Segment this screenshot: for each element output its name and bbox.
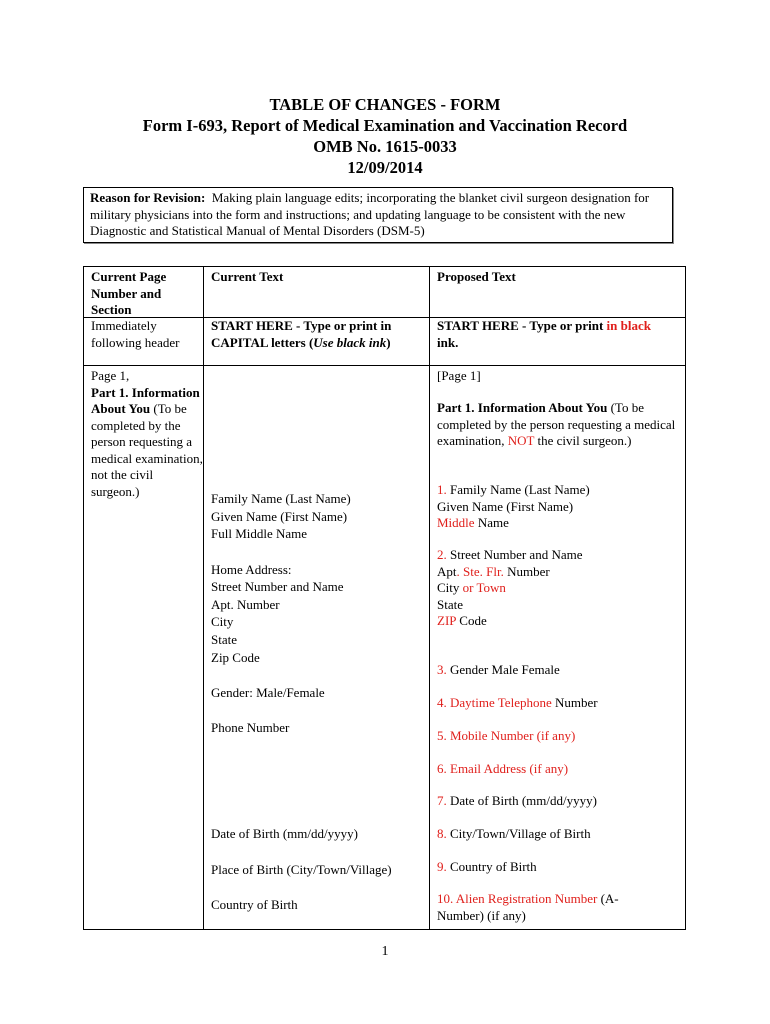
current-dob: Date of Birth (mm/dd/yyyy) [211,826,358,841]
proposed-item-2-city: City or Town [437,580,506,595]
proposed-item-2-state: State [437,597,463,612]
header-date: 12/09/2014 [347,158,423,177]
current-country-of-birth: Country of Birth [211,897,298,912]
current-city: City [211,614,234,629]
page-number: 1 [381,944,389,959]
current-apt: Apt. Number [211,597,280,612]
proposed-item-10: 10. Alien Registration Number (A-Number) (if any) [437,891,619,923]
current-place-of-birth: Place of Birth (City/Town/Village) [211,862,392,877]
row1-section: Immediately following header [91,318,180,350]
changes-table [83,266,686,930]
reason-label: Reason for Revision: [90,190,206,205]
column-header-page-section: Current Page Number and Section [91,269,167,317]
proposed-item-4: 4. Daytime Telephone Number [437,695,598,710]
row1-current-text: START HERE - Type or print in CAPITAL letters (Use black ink) [211,318,392,350]
document-header [0,94,770,178]
current-given-name: Given Name (First Name) [211,509,348,524]
current-state: State [211,632,237,647]
reason-text: Making plain language edits; incorporating the blanket civil surgeon designation for military physicians into the form and instructions; and updating language to be consistent with the new Diagnostic and Statistical Manual of Mental Disorders (DSM-5) [90,190,650,238]
current-zip: Zip Code [211,650,260,665]
proposed-item-5: 5. Mobile Number (if any) [437,728,576,743]
proposed-item-6: 6. Email Address (if any) [437,761,569,776]
current-gender: Gender: Male/Female [211,685,325,700]
header-omb-number: OMB No. 1615-0033 [313,137,457,156]
current-home-address: Home Address: [211,562,292,577]
column-header-current-text: Current Text [211,269,284,284]
proposed-item-3: 3. Gender Male Female [437,662,560,677]
column-divider [203,267,204,929]
current-family-name: Family Name (Last Name) [211,491,351,506]
proposed-item-1: 1. Family Name (Last Name) [437,482,590,497]
reason-for-revision-box [83,187,673,243]
header-title: TABLE OF CHANGES - FORM [269,95,501,114]
proposed-item-7: 7. Date of Birth (mm/dd/yyyy) [437,793,597,808]
proposed-item-2-zip: ZIP Code [437,613,487,628]
proposed-item-1-given: Given Name (First Name) [437,499,574,514]
current-middle-name: Full Middle Name [211,526,308,541]
proposed-item-1-middle: Middle Name [437,515,509,530]
row-divider [84,365,685,366]
current-street: Street Number and Name [211,579,344,594]
column-header-proposed-text: Proposed Text [437,269,516,284]
proposed-item-2: 2. Street Number and Name [437,547,583,562]
row1-proposed-text: START HERE - Type or print in black ink. [437,318,651,350]
proposed-part1-heading: Part 1. Information About You (To be completed by the person requesting a medical examination, NOT the civil surgeon.) [437,400,676,448]
column-divider [429,267,430,929]
current-phone: Phone Number [211,720,290,735]
proposed-item-8: 8. City/Town/Village of Birth [437,826,591,841]
proposed-item-9: 9. Country of Birth [437,859,537,874]
proposed-item-2-apt: Apt. Ste. Flr. Number [437,564,550,579]
row2-section: Page 1, Part 1. Information About You (To be completed by the person requesting a medical examination, not the civil surgeon.) [91,368,203,499]
proposed-page: [Page 1] [437,368,481,383]
header-form-name: Form I-693, Report of Medical Examination and Vaccination Record [142,116,628,135]
